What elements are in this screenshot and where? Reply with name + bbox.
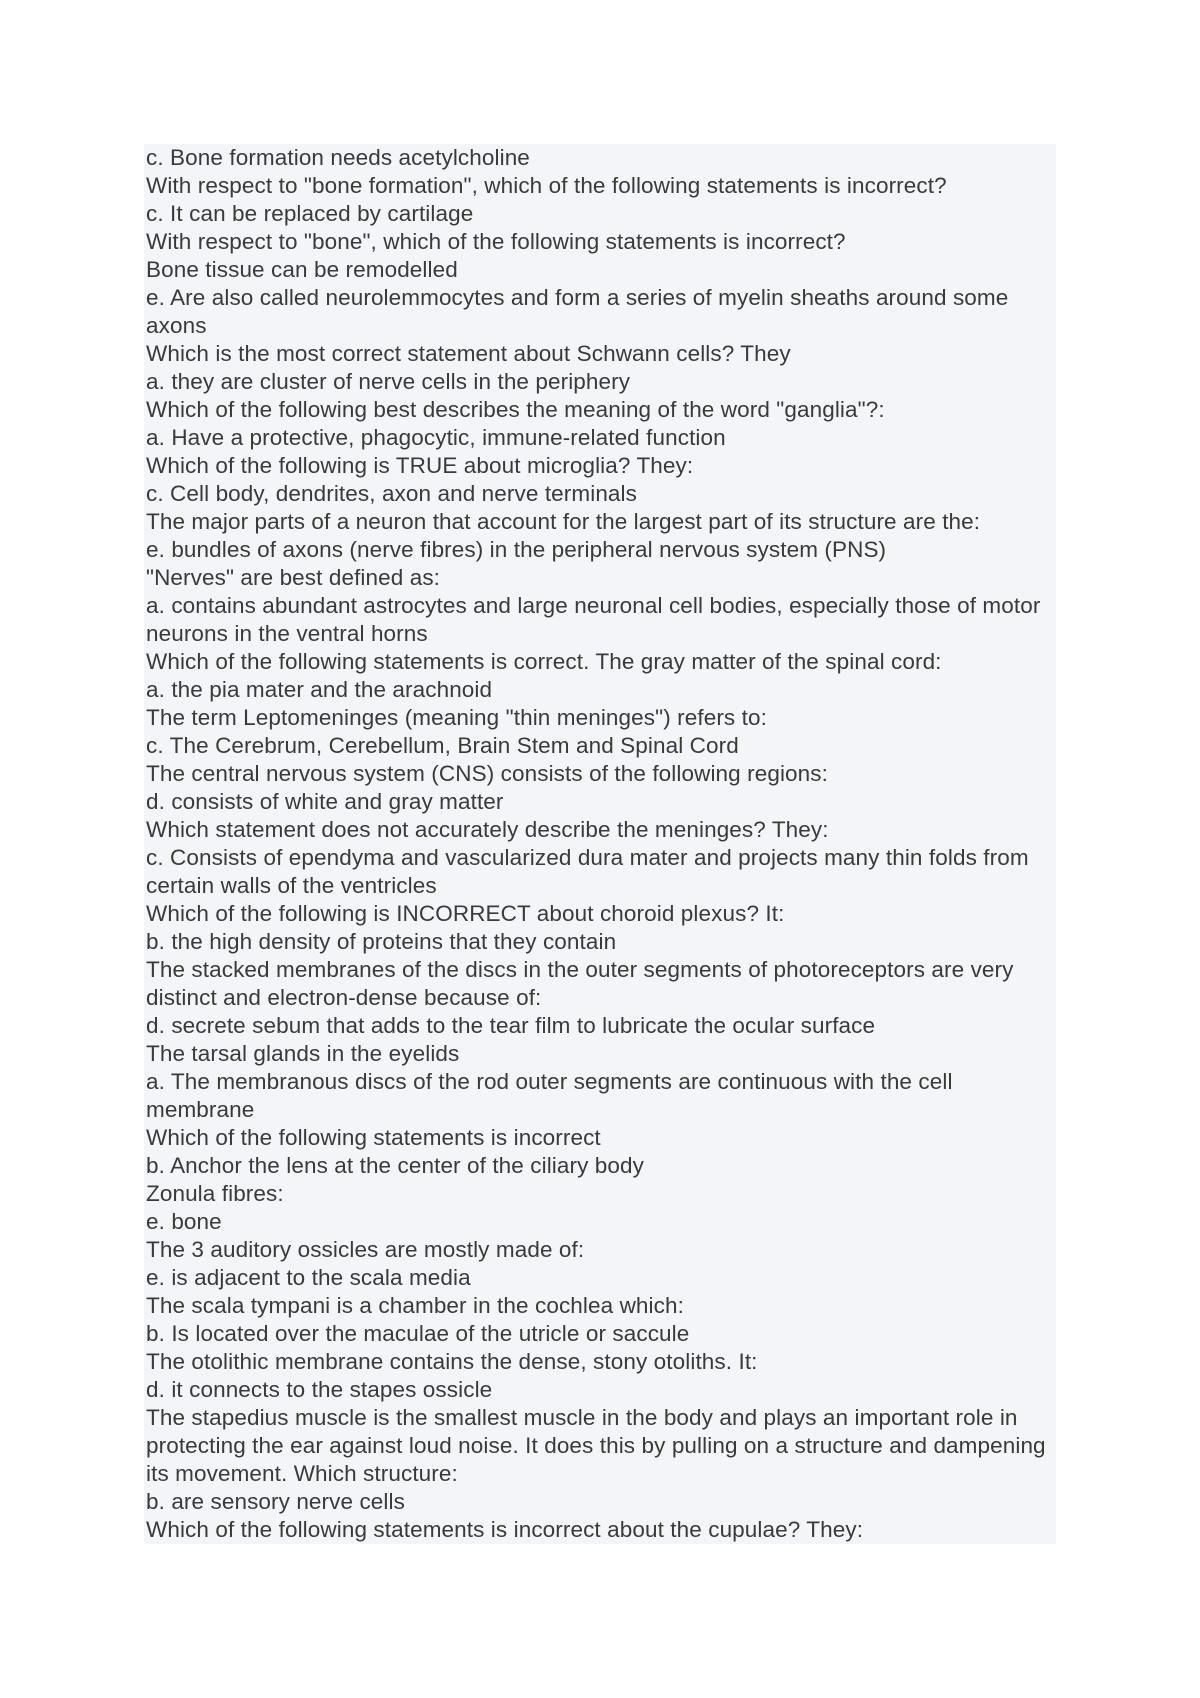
text-line: a. the pia mater and the arachnoid [146, 677, 493, 702]
text-line: e. bundles of axons (nerve fibres) in the peripheral nervous system (PNS) [146, 537, 887, 562]
text-line: d. consists of white and gray matter [146, 789, 504, 814]
text-line: The scala tympani is a chamber in the cochlea which: [146, 1293, 684, 1318]
text-line: The 3 auditory ossicles are mostly made of: [146, 1237, 585, 1262]
text-line: c. The Cerebrum, Cerebellum, Brain Stem and Spinal Cord [146, 733, 739, 758]
text-line: "Nerves" are best defined as: [146, 565, 441, 590]
text-line: c. Cell body, dendrites, axon and nerve terminals [146, 481, 637, 506]
text-line: Which of the following statements is incorrect [146, 1125, 601, 1150]
text-line: b. Is located over the maculae of the utricle or saccule [146, 1321, 690, 1346]
text-line: e. is adjacent to the scala media [146, 1265, 471, 1290]
text-line: The major parts of a neuron that account for the largest part of its structure are the: [146, 509, 981, 534]
text-line: c. Bone formation needs acetylcholine [146, 145, 530, 170]
text-line: b. Anchor the lens at the center of the ciliary body [146, 1153, 644, 1178]
text-line: b. are sensory nerve cells [146, 1489, 405, 1514]
text-line: Which statement does not accurately describe the meninges? They: [146, 817, 829, 842]
text-line: Bone tissue can be remodelled [146, 257, 458, 282]
text-line: Which of the following is INCORRECT about choroid plexus? It: [146, 901, 785, 926]
text-line: Which of the following statements is incorrect about the cupulae? They: [146, 1517, 864, 1542]
text-line: a. contains abundant astrocytes and large neuronal cell bodies, especially those of motor neurons in the ventral horns [146, 593, 1041, 646]
text-line: Which is the most correct statement about Schwann cells? They [146, 341, 791, 366]
text-line: The term Leptomeninges (meaning "thin meninges") refers to: [146, 705, 767, 730]
text-block [144, 144, 1056, 1544]
text-line: The tarsal glands in the eyelids [146, 1041, 460, 1066]
text-line: c. It can be replaced by cartilage [146, 201, 474, 226]
text-line: e. bone [146, 1209, 222, 1234]
text-line: c. Consists of ependyma and vascularized dura mater and projects many thin folds from certain walls of the ventricles [146, 845, 1029, 898]
text-line: The central nervous system (CNS) consists of the following regions: [146, 761, 828, 786]
text-line: Which of the following is TRUE about microglia? They: [146, 453, 694, 478]
text-line: a. The membranous discs of the rod outer segments are continuous with the cell membrane [146, 1069, 953, 1122]
text-line: The stacked membranes of the discs in the outer segments of photoreceptors are very distinct and electron-dense because of: [146, 957, 1014, 1010]
text-line: b. the high density of proteins that they contain [146, 929, 617, 954]
text-line: Which of the following statements is correct. The gray matter of the spinal cord: [146, 649, 942, 674]
text-line: With respect to "bone formation", which of the following statements is incorrect? [146, 173, 947, 198]
text-line: The stapedius muscle is the smallest muscle in the body and plays an important role in protecting the ear against loud noise. It does this by pulling on a structure and dampening its movement. Which structure: [146, 1405, 1046, 1486]
text-line: d. it connects to the stapes ossicle [146, 1377, 493, 1402]
text-line: e. Are also called neurolemmocytes and form a series of myelin sheaths around some axons [146, 285, 1009, 338]
text-line: The otolithic membrane contains the dense, stony otoliths. It: [146, 1349, 758, 1374]
text-line: a. Have a protective, phagocytic, immune-related function [146, 425, 726, 450]
text-line: Which of the following best describes the meaning of the word "ganglia"?: [146, 397, 885, 422]
text-line: Zonula fibres: [146, 1181, 284, 1206]
text-line: With respect to "bone", which of the following statements is incorrect? [146, 229, 846, 254]
text-line: d. secrete sebum that adds to the tear film to lubricate the ocular surface [146, 1013, 876, 1038]
text-line: a. they are cluster of nerve cells in the periphery [146, 369, 631, 394]
